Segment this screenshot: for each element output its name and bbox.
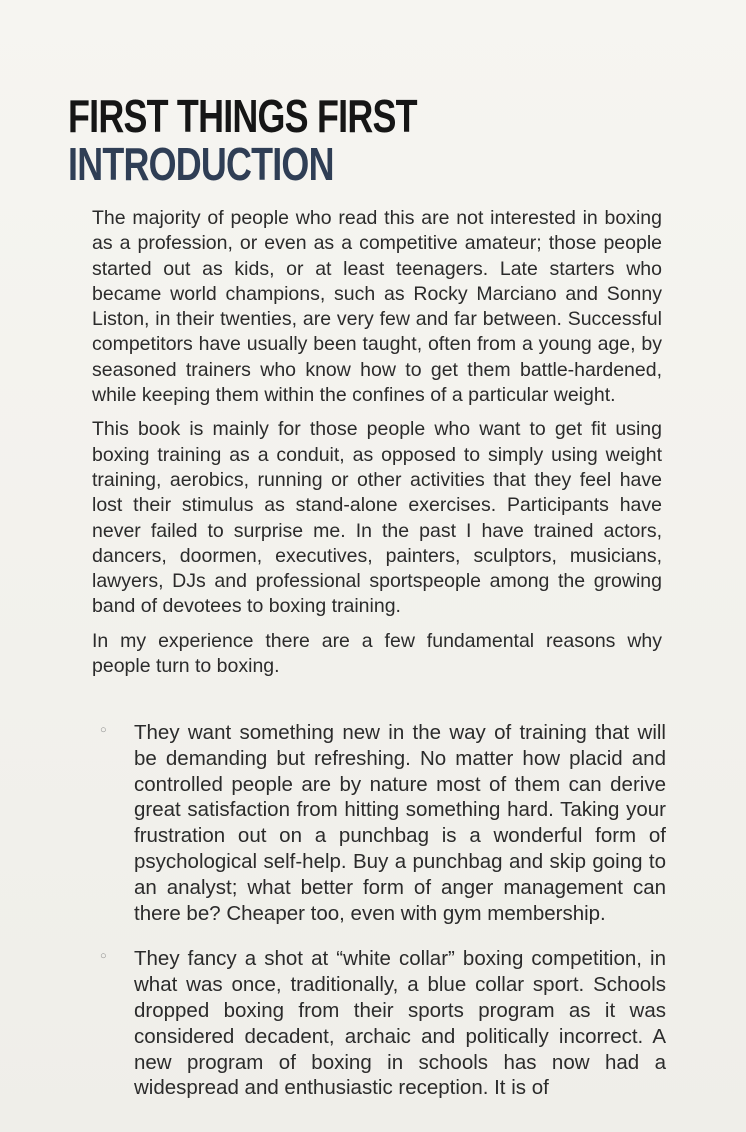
bullet-marker-icon: ○	[100, 724, 107, 736]
chapter-subtitle: INTRODUCTION	[68, 138, 334, 190]
chapter-heading	[68, 92, 417, 188]
paragraph: In my experience there are a few fundamental reasons why people turn to boxing.	[92, 629, 662, 678]
paragraph: The majority of people who read this are not interested in boxing as a profession, or even as a competitive amateur; those people started out as kids, or at least teenagers. Late starters who became world champions, such as Rocky Marciano and Sonny Liston, in their twenties, are very few and far between. Successful competitors have usually been taught, often from a young age, by seasoned trainers who know how to get them battle-hardened, while keeping them within the confines of a particular weight.	[92, 207, 662, 407]
bullet-text: They want something new in the way of training that will be demanding but refreshing. No matter how placid and controlled people are by nature most of them can derive great satisfaction from hitting something hard. Taking your frustration out on a punchbag is a wonderful form of psychological self-help. Buy a punchbag and skip going to an analyst; what better form of anger management can there be? Cheaper too, even with gym membership.	[134, 721, 666, 925]
bullet-item	[100, 946, 666, 1101]
bullet-item	[100, 720, 666, 926]
paragraph: This book is mainly for those people who want to get fit using boxing training as a conduit, as opposed to simply using weight training, aerobics, running or other activities that they feel have lost their stimulus as stand-alone exercises. Participants have never failed to surprise me. In the past I have trained actors, dancers, doormen, executives, painters, sculptors, musicians, lawyers, DJs and professional sportspeople among the growing band of devotees to boxing training.	[92, 418, 662, 618]
bullet-text: They fancy a shot at “white collar” boxing competition, in what was once, traditionally, a blue collar sport. Schools dropped boxing from their sports program as it was considered decadent, archaic and politically incorrect. A new program of boxing in schools has now had a widespread and enthusiastic reception. It is of	[134, 947, 666, 1100]
bullet-marker-icon: ○	[100, 950, 107, 963]
chapter-title: FIRST THINGS FIRST	[68, 90, 417, 142]
bullet-list	[100, 720, 666, 1121]
body-text	[92, 206, 662, 688]
